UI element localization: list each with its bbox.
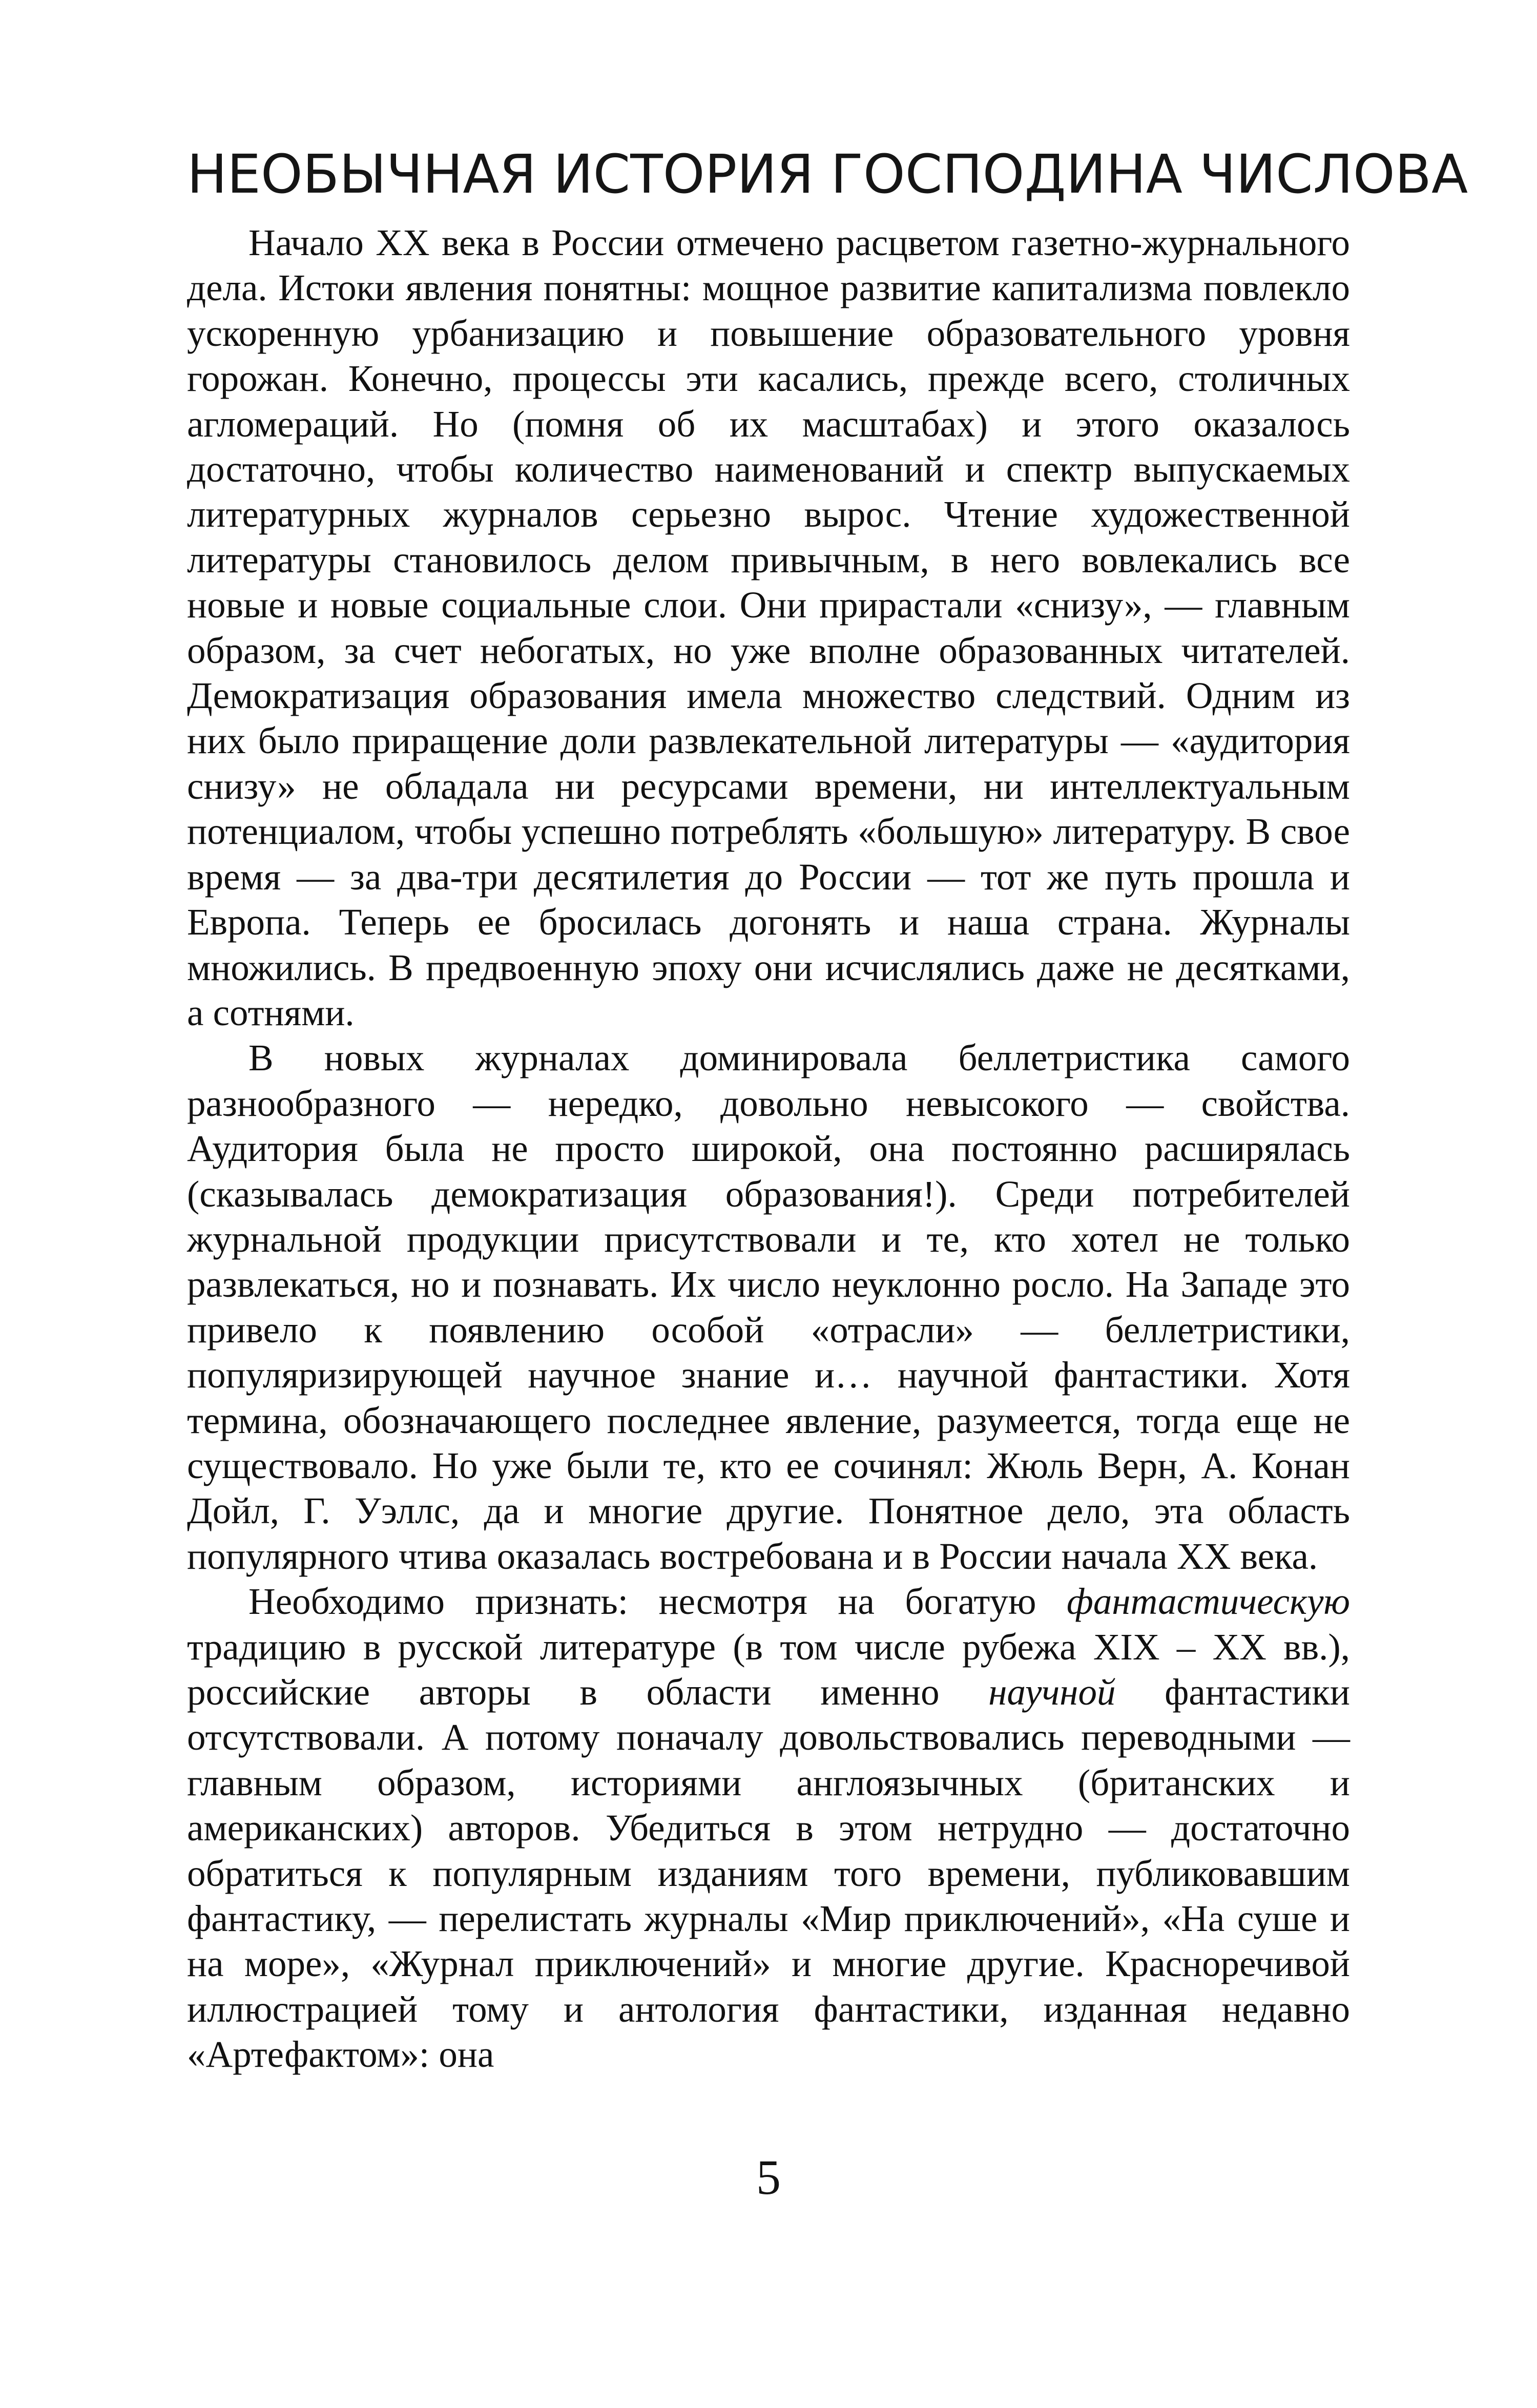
chapter-title: НЕОБЫЧНАЯ ИСТОРИЯ ГОСПОДИНА ЧИСЛОВА — [187, 143, 1468, 205]
paragraph-1-text: Начало XX века в России отмечено расцветом газетно-журнального дела. Истоки явления понятны: мощное развитие капитализма повлекло ускоренную урбанизацию и повышение образовательного уровня горожан. Конечно, процессы эти касались, прежде всего, столичных агломераций. Но (помня об их масштабах) и этого оказалось достаточно, чтобы количество наименований и спектр выпускаемых литературных журналов серьезно вырос. Чтение художественной литературы становилось делом привычным, в него вовлекались все новые и новые социальные слои. Они прирастали «снизу», — главным образом, за счет небогатых, но уже вполне образованных читателей. Демократизация образования имела множество следствий. Одним из них было приращение доли развлекательной литературы — «аудитория снизу» не обладала ни ресурсами времени, ни интеллектуальным потенциалом, чтобы успешно потреблять «большую» литературу. В свое время — за два-три десятилетия до России — тот же путь прошла и Европа. Теперь ее бросилась догонять и наша страна. Журналы множились. В предвоенную эпоху они исчислялись даже не десятками, а сотнями. — [187, 222, 1350, 1033]
paragraph-2 — [187, 1035, 1350, 1579]
paragraph-3-text: традицию в русской литературе (в том числе рубежа XIX – XX вв.), российские авторы в области именно — [187, 1626, 1350, 1713]
paragraph-3-text: фантастики отсутствовали. А потому поначалу довольствовались переводными — главным образом, историями англоязычных (британских и американских) авторов. Убедиться в этом нетрудно — достаточно обратиться к популярным изданиям того времени, публиковавшим фантастику, — перелистать журналы «Мир приключений», «На суше и на море», «Журнал приключений» и многие другие. Красноречивой иллюстрацией тому и антология фантастики, изданная недавно «Артефактом»: она — [187, 1671, 1350, 2075]
paragraph-1 — [187, 220, 1350, 1035]
paragraph-3-italic-scientific: научной — [988, 1671, 1116, 1713]
paragraph-3-italic-fantastic: фантастическую — [1067, 1581, 1350, 1623]
page-number: 5 — [756, 2150, 781, 2205]
paragraph-3-text: Необходимо признать: несмотря на богатую — [248, 1581, 1067, 1623]
body-text — [187, 220, 1350, 2078]
paragraph-2-text: В новых журналах доминировала беллетристика самого разнообразного — нередко, довольно невысокого — свойства. Аудитория была не просто широкой, она постоянно расширялась (сказывалась демократизация образования!). Среди потребителей журнальной продукции присутствовали и те, кто хотел не только развлекаться, но и познавать. Их число неуклонно росло. На Западе это привело к появлению особой «отрасли» — беллетристики, популяризирующей научное знание и… научной фантастики. Хотя термина, обозначающего последнее явление, разумеется, тогда еще не существовало. Но уже были те, кто ее сочинял: Жюль Верн, А. Конан Дойл, Г. Уэллс, да и многие другие. Понятное дело, эта область популярного чтива оказалась востребована и в России начала XX века. — [187, 1037, 1350, 1577]
paragraph-3 — [187, 1579, 1350, 2077]
